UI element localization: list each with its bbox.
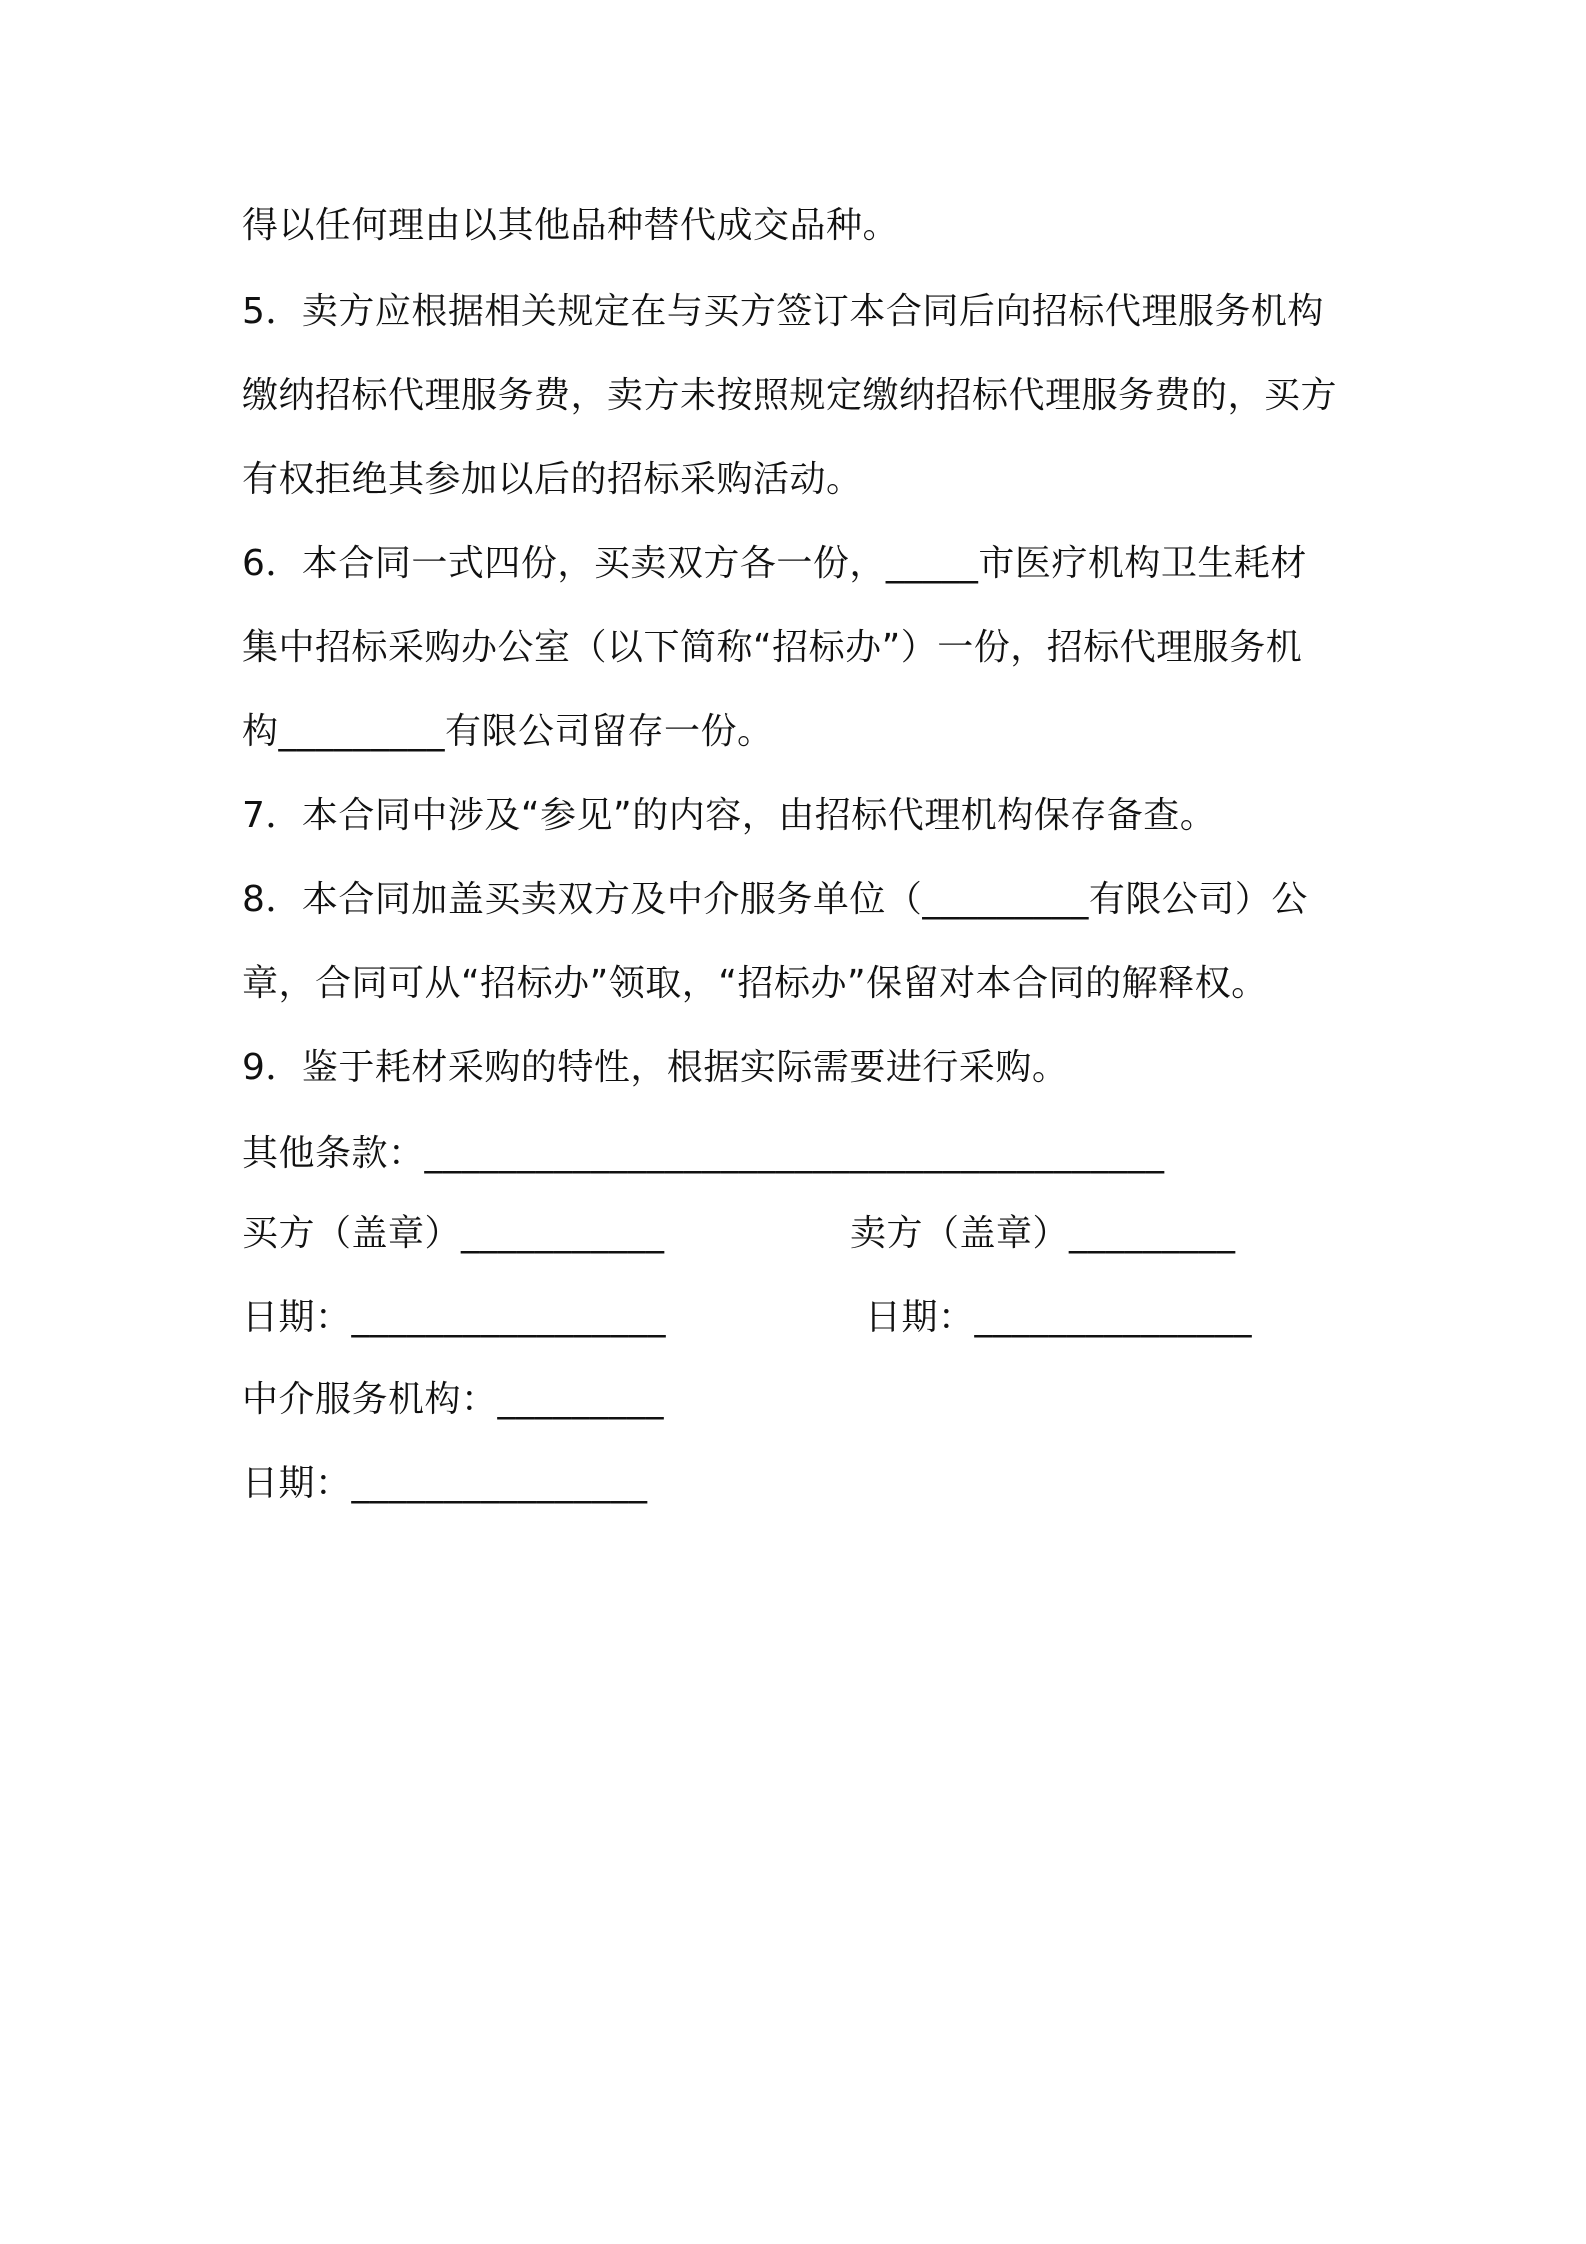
paragraph-line: 缴纳招标代理服务费，卖方未按照规定缴纳招标代理服务费的，买方: [242, 375, 1338, 416]
paragraph-line: 得以任何理由以其他品种替代成交品种。: [242, 205, 900, 246]
seller-date-field: 日期：_______________: [865, 1297, 1253, 1338]
buyer-date-field: 日期：_________________: [242, 1297, 667, 1338]
paragraph-line: 章，合同可从“招标办”领取，“招标办”保留对本合同的解释权。: [242, 963, 1268, 1004]
paragraph-line: 9．鉴于耗材采购的特性，根据实际需要进行采购。: [242, 1047, 1069, 1088]
paragraph-line: 7．本合同中涉及“参见”的内容，由招标代理机构保存备查。: [242, 795, 1217, 836]
buyer-seal-field: 买方（盖章）___________: [242, 1213, 665, 1254]
paragraph-line: 6．本合同一式四份，买卖双方各一份，_____市医疗机构卫生耗材: [242, 543, 1307, 584]
paragraph-line: 8．本合同加盖买卖双方及中介服务单位（_________有限公司）公: [242, 879, 1308, 920]
paragraph-line: 5．卖方应根据相关规定在与买方签订本合同后向招标代理服务机构: [242, 291, 1324, 332]
paragraph-line: 构_________有限公司留存一份。: [242, 711, 774, 752]
agency-field: 中介服务机构：_________: [242, 1379, 665, 1420]
agency-date-field: 日期：________________: [242, 1463, 648, 1504]
other-terms-field: 其他条款：________________________________________: [242, 1133, 1165, 1174]
paragraph-line: 集中招标采购办公室（以下简称“招标办”）一份，招标代理服务机: [242, 627, 1303, 668]
seller-seal-field: 卖方（盖章）_________: [850, 1213, 1236, 1254]
paragraph-line: 有权拒绝其参加以后的招标采购活动。: [242, 459, 863, 500]
